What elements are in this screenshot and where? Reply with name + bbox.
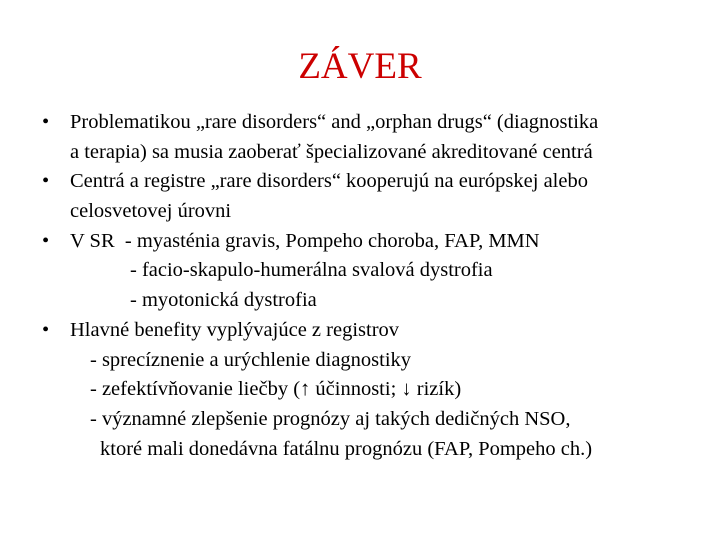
list-item	[0, 108, 720, 138]
bullet-text: Problematikou „rare disorders“ and „orphan drugs“ (diagnostika	[70, 111, 599, 133]
sub-item-text: - sprecíznenie a urýchlenie diagnostiky	[90, 348, 412, 371]
list-item	[0, 167, 720, 197]
list-item-continuation	[0, 197, 720, 227]
list-item-sub	[0, 346, 720, 376]
slide-title: ZÁVER	[298, 46, 422, 87]
bullet-text: Hlavné benefity vyplývajúce z registrov	[70, 318, 400, 341]
bullet-icon: •	[42, 170, 50, 193]
bullet-text: Centrá a registre „rare disorders“ kooperujú na európskej alebo	[70, 170, 588, 193]
sub-item-text: - zefektívňovanie liečby (↑ účinnosti; ↓ rizík)	[90, 378, 462, 401]
list-item-sub	[0, 256, 720, 286]
list-item-sub	[0, 375, 720, 405]
sub-item-text: - facio-skapulo-humerálna svalová dystrofia	[130, 259, 493, 282]
list-item-sub	[0, 286, 720, 316]
bullet-text: a terapia) sa musia zaoberať špecializované akreditované centrá	[70, 140, 593, 163]
bullet-text: celosvetovej úrovni	[70, 200, 232, 223]
sub-item-text: ktoré mali donedávna fatálnu prognózu (FAP, Pompeho ch.)	[100, 437, 593, 460]
bullet-text: V SR - myasténia gravis, Pompeho choroba, FAP, MMN	[70, 229, 540, 252]
list-item-sub	[0, 405, 720, 435]
list-item	[0, 227, 720, 257]
list-item-sub	[0, 435, 720, 465]
bullet-list	[0, 108, 720, 464]
sub-item-text: - významné zlepšenie prognózy aj takých dedičných NSO,	[90, 407, 571, 430]
list-item-continuation	[0, 138, 720, 168]
bullet-icon: •	[42, 229, 50, 252]
list-item	[0, 316, 720, 346]
bullet-icon: •	[42, 318, 50, 341]
sub-item-text: - myotonická dystrofia	[130, 289, 317, 312]
bullet-icon: •	[42, 111, 50, 133]
